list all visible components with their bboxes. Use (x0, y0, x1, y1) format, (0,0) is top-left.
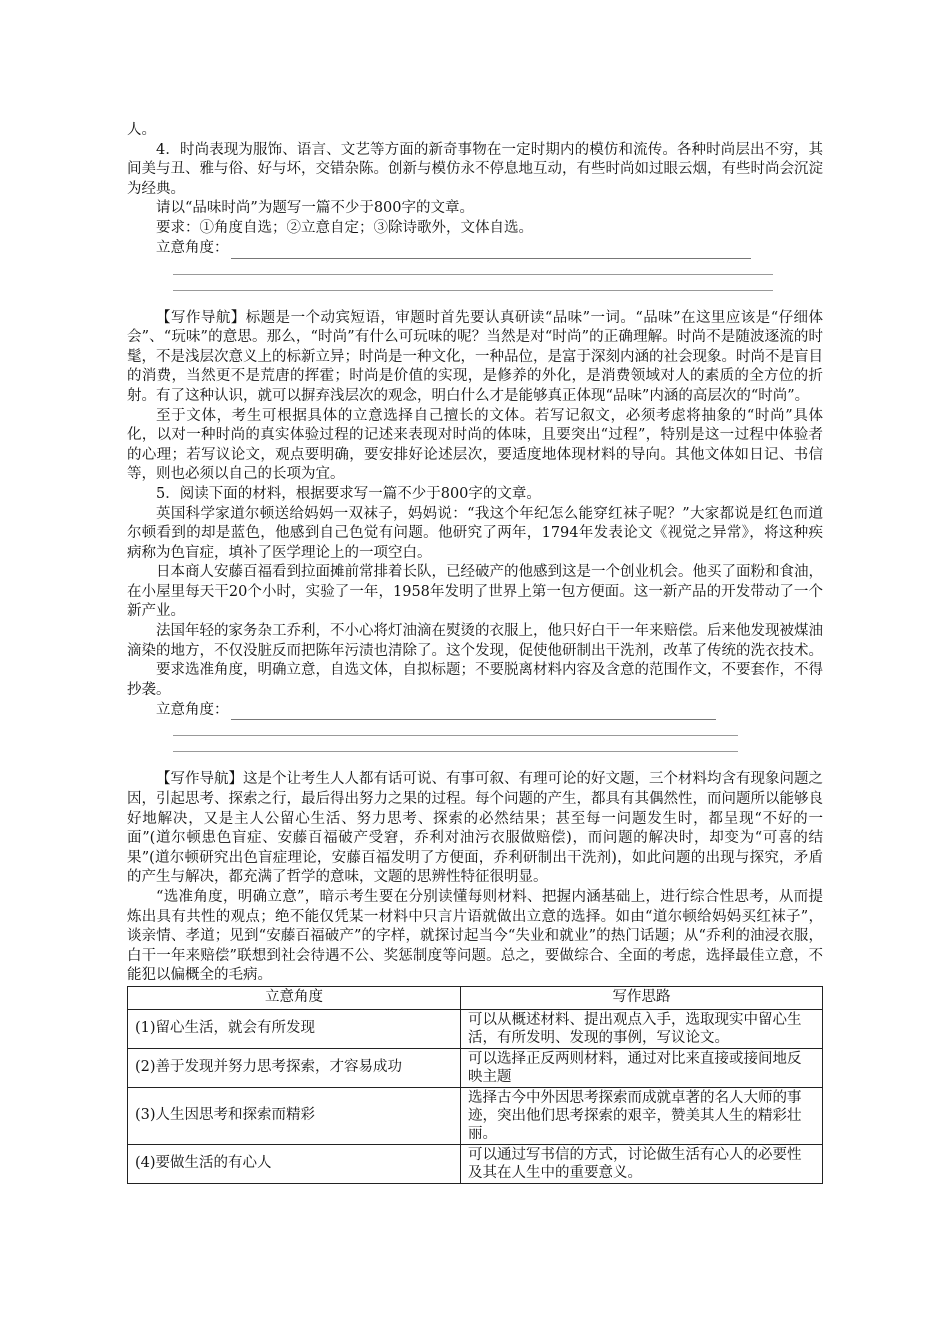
document-content (127, 121, 823, 1184)
guide-2-paragraph-2: “选准角度，明确立意”，暗示考生要在分别读懂每则材料、把握内涵基础上，进行综合性思考，从而提炼出具有共性的观点；绝不能仅凭某一材料中只言片语就做出立意的选择。如由“道尔顿给妈妈买红袜子”，谈亲情、孝道；见到“安藤百福破产”的字样，就探讨起当今“失业和就业”的热门话题；从“乔利的油浸衣服，白干一年来赔偿”联想到社会待遇不公、奖惩制度等问题。总之，要做综合、全面的考虑，选择最佳立意，不能犯以偏概全的毛病。 (127, 889, 823, 984)
table-cell: 选择古今中外因思考探索而成就卓著的名人大师的事迹，突出他们思考探索的艰辛，赞美其人生的精彩壮丽。 (461, 1087, 823, 1144)
table-row (128, 1009, 823, 1048)
question-4-stem: 4．时尚表现为服饰、语言、文艺等方面的新奇事物在一定时期内的模仿和流传。各种时尚层出不穷，其间美与丑、雅与俗、好与坏，交错杂陈。创新与模仿永不停息地互动，有些时尚如过眼云烟，有些时尚会沉淀为经典。 (127, 141, 823, 197)
answer-line (173, 259, 773, 275)
table-row (128, 1144, 823, 1183)
table-cell: (3)人生因思考和探索而精彩 (128, 1087, 461, 1144)
paragraph-fragment: 人。 (127, 122, 156, 138)
answer-line (173, 736, 738, 752)
question-5-material-2: 日本商人安藤百福看到拉面摊前常排着长队，已经破产的他感到这是一个创业机会。他买了面粉和食油，在小屋里每天干20个小时，实验了一年，1958年发明了世界上第一包方便面。这一新产品的开发带动了一个新产业。 (127, 564, 823, 620)
table-header: 立意角度 (128, 986, 461, 1009)
table-cell: 可以通过写书信的方式，讨论做生活有心人的必要性及其在人生中的重要意义。 (461, 1144, 823, 1183)
table-cell: 可以选择正反两则材料，通过对比来直接或接间地反映主题 (461, 1048, 823, 1087)
angle-label: 立意角度： (156, 239, 229, 256)
table-cell: (1)留心生活，就会有所发现 (128, 1009, 461, 1048)
table-cell: 可以从概述材料、提出观点入手，选取现实中留心生活，有所发明、发现的事例，写议论文。 (461, 1009, 823, 1048)
table-header-row (128, 986, 823, 1009)
writing-guide-2 (127, 770, 823, 986)
writing-guide-1 (127, 309, 823, 485)
table-header: 写作思路 (461, 986, 823, 1009)
question-5-material-1: 英国科学家道尔顿送给妈妈一双袜子，妈妈说：“我这个年纪怎么能穿红袜子呢？”大家都说是红色而道尔顿看到的却是蓝色，他感到自己色觉有问题。他研究了两年，1794年发表论文《视觉之异常》，将这种疾病称为色盲症，填补了医学理论上的一项空白。 (127, 505, 823, 561)
question-4-task: 请以“品味时尚”为题写一篇不少于800字的文章。 (156, 200, 474, 217)
table-row (128, 1087, 823, 1144)
angle-table (127, 986, 823, 1184)
question-5-material-3: 法国年轻的家务杂工乔利，不小心将灯油滴在熨烫的衣服上，他只好白干一年来赔偿。后来他发现被煤油滴染的地方，不仅没脏反而把陈年污渍也清除了。这个发现，促使他研制出干洗剂，改革了传统的洗衣技术。 (127, 623, 823, 659)
question-4-angle-field (127, 239, 823, 259)
question-4-requirements: 要求：①角度自选；②立意自定；③除诗歌外，文体自选。 (156, 219, 533, 236)
answer-line (231, 244, 751, 259)
guide-1-paragraph-2: 至于文体，考生可根据具体的立意选择自己擅长的文体。若写记叙文，必须考虑将抽象的“时尚”具体化，以对一种时尚的真实体验过程的记述来表现对时尚的体味，且要突出“过程”，特别是这一过程中体验者的心理；若写议论文，观点要明确，要安排好论述层次，要适度地体现材料的导向。其他文体如日记、书信等，则也必须以自己的长项为宜。 (127, 407, 823, 483)
table-cell: (4)要做生活的有心人 (128, 1144, 461, 1183)
question-5-requirements: 要求选准角度，明确立意，自选文体，自拟标题；不要脱离材料内容及含意的范围作文，不要套作，不得抄袭。 (127, 662, 823, 698)
question-5-angle-field (127, 700, 823, 720)
angle-label: 立意角度： (156, 701, 229, 718)
guide-1-paragraph-1: 【写作导航】标题是一个动宾短语，审题时首先要认真研读“品味”一词。“品味”在这里应该是“仔细体会”、“玩味”的意思。那么，“时尚”有什么可玩味的呢？当然是对“时尚”的正确理解。时尚不是随波逐流的时髦，不是浅层次意义上的标新立异；时尚是一种文化，一种品位，是富于深刻内涵的社会现象。时尚不是盲目的消费，当然更不是荒唐的挥霍；时尚是价值的实现，是修养的外化，是消费领域对人的素质的全方位的折射。有了这种认识，就可以摒弃浅层次的观念，明白什么才是能够真正体现“品味”内涵的高层次的“时尚”。 (127, 309, 823, 404)
answer-line (173, 275, 773, 291)
question-5-stem: 5．阅读下面的材料，根据要求写一篇不少于800字的文章。 (156, 485, 541, 502)
answer-line (173, 720, 738, 736)
guide-2-paragraph-1: 【写作导航】这是个让考生人人都有话可说、有事可叙、有理可论的好文题，三个材料均含有现象问题之因，引起思考、探索之行，最后得出努力之果的过程。每个问题的产生，都具有其偶然性，而问题所以能够良好地解决，又是主人公留心生活、努力思考、探索的必然结果；甚至每一问题发生时，都呈现“不好的一面”(道尔顿患色盲症、安藤百福破产受窘，乔利对油污衣服做赔偿)，而问题的解决时，却变为“可喜的结果”(道尔顿研究出色盲症理论，安藤百福发明了方便面，乔利研制出干洗剂)，如此问题的出现与探究，矛盾的产生与解决，都充满了哲学的意味，文题的思辨性特征很明显。 (127, 771, 823, 886)
answer-line (231, 705, 716, 720)
table-cell: (2)善于发现并努力思考探索，才容易成功 (128, 1048, 461, 1087)
table-row (128, 1048, 823, 1087)
